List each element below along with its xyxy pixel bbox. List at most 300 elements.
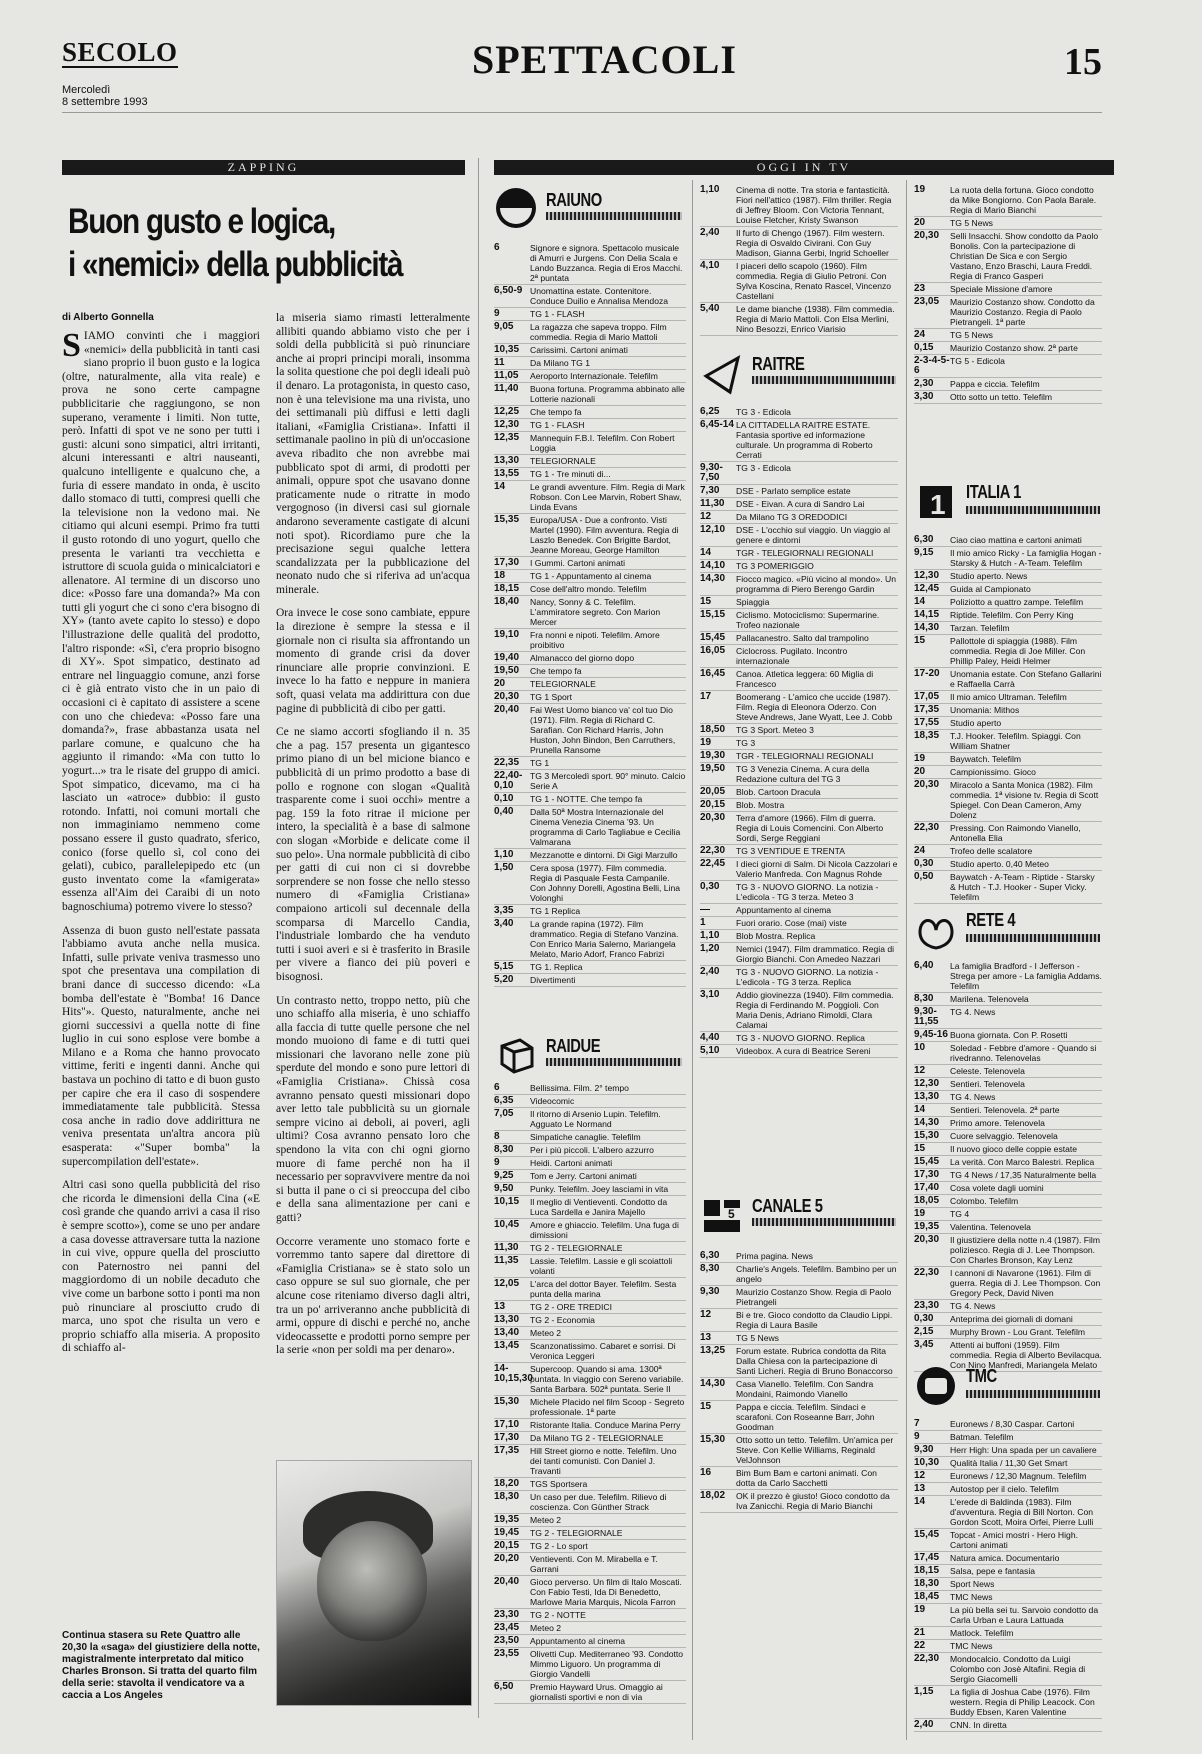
schedule-entry (914, 547, 1102, 570)
schedule-description: Ventieventi. Con M. Mirabella e T. Garrani (530, 1554, 658, 1574)
schedule-entry (700, 498, 898, 511)
schedule-time: 2,40 (914, 1719, 934, 1730)
schedule-time: 7 (914, 1418, 920, 1429)
schedule-entry (914, 1143, 1102, 1156)
schedule-description: Meteo 2 (530, 1623, 562, 1633)
schedule-entry (494, 344, 686, 357)
schedule-entry (914, 583, 1102, 596)
schedule-description: Sentieri. Telenovela. 2ª parte (950, 1105, 1060, 1115)
schedule-description: Bellissima. Film. 2° tempo (530, 1083, 629, 1093)
schedule-description: TG 3 VENTIDUE E TRENTA (736, 846, 846, 856)
schedule-description: Primo amore. Telenovela (950, 1118, 1045, 1128)
schedule-entry (494, 1540, 686, 1553)
schedule-description: Blob. Cartoon Dracula (736, 787, 821, 797)
schedule-time: 21 (914, 1627, 926, 1638)
schedule-time: 10,45 (494, 1219, 520, 1230)
schedule-description: TG 2 - TELEGIORNALE (530, 1528, 623, 1538)
schedule-entry (494, 1514, 686, 1527)
raitre-logo-icon (700, 352, 744, 396)
raiuno-rule (546, 212, 682, 220)
schedule-time: 10,15 (494, 1196, 520, 1207)
schedule-time: 19 (914, 753, 926, 764)
schedule-time: 19 (914, 1604, 926, 1615)
schedule-description: TG 3 POMERIGGIO (736, 561, 814, 571)
schedule-description: Per i più piccoli. L'albero azzurro (530, 1145, 654, 1155)
article-headline (68, 200, 408, 286)
schedule-time: 12,05 (494, 1278, 520, 1289)
schedule-time: 13 (914, 1483, 926, 1494)
schedule-description: Forum estate. Rubrica condotta da Rita Dalla Chiesa con la partecipazione di Santi Licheri. Regia di Bruno Bonaccorso (736, 1346, 893, 1376)
schedule-entry (700, 560, 898, 573)
schedule-time: 15,30 (914, 1130, 940, 1141)
schedule-entry (494, 1131, 686, 1144)
schedule-time: 12,10 (700, 524, 726, 535)
schedule-entry (914, 1006, 1102, 1029)
schedule-description: TG 4. News (950, 1007, 996, 1017)
schedule-entry (700, 260, 898, 303)
schedule-time: 12,30 (914, 1078, 940, 1089)
schedule-time: 19,35 (914, 1221, 940, 1232)
schedule-entry (914, 1300, 1102, 1313)
article-column-2 (276, 312, 470, 1358)
schedule-entry (494, 1681, 686, 1704)
schedule-time: 1 (700, 917, 706, 928)
schedule-entry (700, 943, 898, 966)
schedule-entry (914, 1326, 1102, 1339)
schedule-time: 13 (700, 1332, 712, 1343)
schedule-entry (494, 1242, 686, 1255)
schedule-entry (914, 845, 1102, 858)
schedule-time: 15,45 (700, 632, 726, 643)
schedule-time: 13,30 (494, 1314, 520, 1325)
schedule-description: Pallottole di spiaggia (1988). Film commedia. Regia di Joe Miller. Con Phillip Paley, Heidi Helmer (950, 636, 1086, 666)
schedule-entry (700, 547, 898, 560)
schedule-entry (700, 1434, 898, 1467)
schedule-time: 13,30 (914, 1091, 940, 1102)
schedule-time: 1,10 (494, 849, 514, 860)
schedule-entry (494, 629, 686, 652)
schedule-time: 22,30 (914, 1267, 940, 1278)
schedule-entry (914, 283, 1102, 296)
schedule-entry (494, 1553, 686, 1576)
schedule-description: TELEGIORNALE (530, 679, 596, 689)
schedule-entry (914, 342, 1102, 355)
schedule-description: Fra nonni e nipoti. Telefilm. Amore proibitivo (530, 630, 660, 650)
schedule-entry (914, 822, 1102, 845)
schedule-description: Meteo 2 (530, 1328, 562, 1338)
schedule-entry (494, 678, 686, 691)
schedule-entry (700, 573, 898, 596)
masthead-rule (62, 112, 1102, 113)
schedule-time: 6 (494, 242, 500, 253)
schedule-time: 4,10 (700, 260, 720, 271)
schedule-time: 12,30 (494, 419, 520, 430)
schedule-description: Bim Bum Bam e cartoni animati. Con dotta da Carlo Sacchetti (736, 1468, 877, 1488)
schedule-time: 11,30 (700, 498, 725, 509)
schedule-description: TG 1 (530, 758, 550, 768)
schedule-entry (494, 321, 686, 344)
schedule-time: 9,30 (700, 1286, 720, 1297)
schedule-entry (494, 806, 686, 849)
schedule-time: 19 (700, 737, 712, 748)
oggi-in-tv-bar: OGGI IN TV (494, 160, 1114, 175)
schedule-entry (700, 1345, 898, 1378)
schedule-entry (914, 1719, 1102, 1732)
schedule-time: 16,05 (700, 645, 726, 656)
schedule-description: La ruota della fortuna. Gioco condotto da Mike Bongiorno. Con Paola Barale. Regia di Mario Bianchi (950, 185, 1097, 215)
schedule-entry (914, 1444, 1102, 1457)
schedule-time: 14,10 (700, 560, 726, 571)
schedule-time: 12,25 (494, 406, 520, 417)
schedule-description: TG 2 - NOTTE (530, 1610, 586, 1620)
schedule-description: Blob Mostra. Replica (736, 931, 816, 941)
schedule-description: TG 3 - NUOVO GIORNO. La notizia - L'edicola - TG 3 terza. Replica (736, 967, 879, 987)
schedule-time: 13,30 (494, 455, 520, 466)
italia1-rule (966, 506, 1100, 514)
schedule-time: 18,50 (700, 724, 726, 735)
schedule-time: 6,30 (700, 1250, 720, 1261)
schedule-time: 9,05 (494, 321, 514, 332)
schedule-description: Il giustiziere della notte n.4 (1987). Film poliziesco. Regia di J. Lee Thompson. Con Charles Bronson, Kay Lenz (950, 1235, 1100, 1265)
schedule-description: Spiaggia (736, 597, 770, 607)
schedule-entry (914, 1065, 1102, 1078)
schedule-entry (494, 974, 686, 987)
schedule-time: 0,30 (914, 858, 934, 869)
schedule-entry (494, 770, 686, 793)
schedule-time: 20,20 (494, 1553, 520, 1564)
schedule-description: Colombo. Telefilm (950, 1196, 1019, 1206)
schedule-time: 18,20 (494, 1478, 520, 1489)
schedule-time: 3,40 (494, 918, 514, 929)
schedule-entry (700, 1378, 898, 1401)
schedule-time: 2,15 (914, 1326, 934, 1337)
schedule-description: Amore e ghiaccio. Telefilm. Una fuga di dimissioni (530, 1220, 679, 1240)
article-paragraph: Ora invece le cose sono cambiate, eppure la direzione è sempre la stessa e il giornale non ci risulta sia affrontando un momento di grande crisi da dover rinunciare alle proprie convinzioni. E invece lo ha fatto e neppure in maniera soft, quasi velata ma addirittura con due pagine di pubblicità di cibo per gatti. (276, 607, 470, 715)
schedule-description: TGR - TELEGIORNALI REGIONALI (736, 751, 874, 761)
schedule-entry (914, 1130, 1102, 1143)
schedule-time: 18 (494, 570, 506, 581)
schedule-time: 1,10 (700, 930, 720, 941)
schedule-description: I Gummi. Cartoni animati (530, 558, 626, 568)
schedule-time: 0,40 (494, 806, 514, 817)
schedule-description: Il mio amico Ultraman. Telefilm (950, 692, 1067, 702)
schedule-time: 13,40 (494, 1327, 520, 1338)
schedule-time: 18,15 (914, 1565, 940, 1576)
article-paragraph: Assenza di buon gusto nell'estate passata l'abbiamo avuta anche nella musica. Infatti, sulle private veniva trasmesso uno spot che presentava una compilation di brani dance di successo dicendo: «La bomba dell'estate è "Bomba! 16 Dance Hits"». Questo, naturalmente, anche nei giorni successivi a quella notte di fine luglio in cui sono esplose vere bombe a Milano e a Roma che hanno provocato vittime, feriti e ingenti danni. Anche qui bastava un pochino di tatto e di buon gusto per capire che era il caso di sospendere immediatamente tale pubblicità. Stessa cosa anche in radio dove addirittura ne veniva presentata un'altra ancora più esasperata: «"Super bomba" la supercompilation dell'estate». (62, 924, 260, 1168)
schedule-description: TG 1 Replica (530, 906, 581, 916)
rete4-rule (966, 934, 1100, 942)
raiuno-title: RAIUNO (546, 190, 602, 210)
schedule-time: 8,30 (914, 993, 934, 1004)
schedule-entry (494, 1635, 686, 1648)
schedule-entry (494, 757, 686, 770)
charles-bronson-photo (276, 1460, 472, 1706)
schedule-entry (914, 1182, 1102, 1195)
schedule-description: Maurizio Costanzo show. Condotto da Maurizio Costanzo. Regia di Paolo Pietrangeli. 1ª parte (950, 297, 1095, 327)
schedule-time: 22,30 (914, 1653, 940, 1664)
schedule-description: Fuori orario. Cose (mai) viste (736, 918, 847, 928)
schedule-description: TG 1 - FLASH (530, 420, 585, 430)
schedule-entry (700, 881, 898, 904)
schedule-description: La grande rapina (1972). Film drammatico. Regia di Stefano Vanzina. Con Enrico Maria Salerno, Mariangela Melato, Mario Adorf, Franco Fabrizi (530, 919, 679, 959)
schedule-description: TG 1 - Tre minuti di... (530, 469, 611, 479)
schedule-description: Carissimi. Cartoni animati (530, 345, 628, 355)
schedule-description: TG 3 - NUOVO GIORNO. La notizia - L'edicola - TG 3 terza. Meteo 3 (736, 882, 879, 902)
italia1-schedule (914, 534, 1102, 904)
schedule-description: Tom e Jerry. Cartoni animati (530, 1171, 637, 1181)
schedule-entry (494, 370, 686, 383)
schedule-description: Marilena. Telenovela (950, 994, 1029, 1004)
schedule-description: Canoa. Atletica leggera: 60 Miglia di Francesco (736, 669, 874, 689)
schedule-time: 8 (494, 1131, 500, 1142)
schedule-time: 17,30 (494, 1432, 520, 1443)
schedule-entry (914, 717, 1102, 730)
schedule-description: Il mio amico Ricky - La famiglia Hogan - Starsky & Hutch - A-Team. Telefilm (950, 548, 1102, 568)
schedule-time: 19,35 (494, 1514, 520, 1525)
schedule-description: Miracolo a Santa Monica (1982). Film commedia. 1ª visione tv. Regia di Scott Spiegel. Con Dean Cameron, Amy Dolenz (950, 780, 1099, 820)
schedule-description: La figlia di Joshua Cabe (1976). Film western. Regia di Philip Leacock. Con Buddy Ebsen, Karen Valentine (950, 1687, 1095, 1717)
schedule-time: 11,05 (494, 370, 519, 381)
schedule-entry (914, 1267, 1102, 1300)
schedule-entry (700, 1309, 898, 1332)
schedule-entry (700, 609, 898, 632)
schedule-entry (914, 1078, 1102, 1091)
schedule-description: Boomerang - L'amico che uccide (1987). Film. Regia di Eleonora Oderzo. Con Steve Andrews, Jane Wyatt, Lee J. Cobb (736, 692, 893, 722)
schedule-description: Hill Street giorno e notte. Telefilm. Uno dei tanti comunisti. Con Daniel J. Travanti (530, 1446, 677, 1476)
schedule-time: — (700, 904, 710, 915)
schedule-description: Mondocalcio. Condotto da Luigi Colombo con Josè Altafini. Regia di Sergio Giacomelli (950, 1654, 1086, 1684)
schedule-description: Gioco perverso. Un film di Italo Moscati. Con Fabio Testi, Ida Di Benedetto, Marlowe Maria Marquis, Nicola Farron (530, 1577, 682, 1607)
schedule-entry (494, 383, 686, 406)
schedule-entry (494, 1363, 686, 1396)
schedule-description: Maurizio Costanzo show. 2ª parte (950, 343, 1078, 353)
schedule-description: Euronews / 12,30 Magnum. Telefilm (950, 1471, 1087, 1481)
schedule-entry (494, 1396, 686, 1419)
schedule-entry (494, 849, 686, 862)
zapping-bar: ZAPPING (62, 160, 465, 175)
schedule-description: TG 3 Mercoledì sport. 90° minuto. Calcio Serie A (530, 771, 686, 791)
column-divider (906, 180, 907, 1740)
schedule-entry (700, 1332, 898, 1345)
schedule-time: 18,30 (914, 1578, 940, 1589)
schedule-time: 20,15 (700, 799, 726, 810)
canale5-evening-schedule (914, 184, 1102, 404)
schedule-entry (700, 1263, 898, 1286)
schedule-time: 20 (494, 678, 506, 689)
column-divider (692, 180, 693, 1740)
schedule-time: 22,45 (700, 858, 726, 869)
schedule-time: 17,10 (494, 1419, 520, 1430)
schedule-entry (914, 960, 1102, 993)
schedule-time: 6,45-14 (700, 419, 734, 430)
schedule-entry (494, 1478, 686, 1491)
schedule-time: 15,30 (700, 1434, 726, 1445)
schedule-time: 24 (914, 329, 926, 340)
schedule-entry (914, 779, 1102, 822)
schedule-entry (700, 724, 898, 737)
schedule-time: 14 (494, 481, 506, 492)
schedule-description: Le grandi avventure. Film. Regia di Mark Robson. Con Lee Marvin, Robert Shaw, Linda Evans (530, 482, 685, 512)
schedule-time: 20,15 (494, 1540, 520, 1551)
schedule-time: 23,30 (914, 1300, 940, 1311)
schedule-entry (700, 184, 898, 227)
schedule-time: 23,55 (494, 1648, 520, 1659)
schedule-time: 12,30 (914, 570, 940, 581)
schedule-entry (914, 1208, 1102, 1221)
schedule-description: La famiglia Bradford - I Jefferson - Strega per amore - La famiglia Addams. Telefilm (950, 961, 1102, 991)
schedule-entry (914, 1565, 1102, 1578)
schedule-time: 17 (700, 691, 712, 702)
schedule-description: Cose dell'altro mondo. Telefilm (530, 584, 647, 594)
schedule-time: 10,35 (494, 344, 520, 355)
schedule-entry (700, 303, 898, 336)
tmc-title: TMC (966, 1366, 997, 1386)
schedule-time: 5,40 (700, 303, 720, 314)
schedule-time: 6,50-9 (494, 285, 523, 296)
schedule-description: Mezzanotte e dintorni. Di Gigi Marzullo (530, 850, 678, 860)
schedule-description: I dieci giorni di Salm. Di Nicola Cazzolari e Valerio Manfreda. Con Magnus Rohde (736, 859, 898, 879)
schedule-description: TG 1 - FLASH (530, 309, 585, 319)
schedule-time: 17,30 (494, 557, 520, 568)
schedule-description: Selli Insacchi. Show condotto da Paolo Bonolis. Con la partecipazione di Christian De Sica e con Sergio Vastano, Enzo Braschi, Laura Freddi. Regia di Franco Gasperi (950, 231, 1099, 281)
schedule-entry (494, 432, 686, 455)
schedule-entry (494, 691, 686, 704)
schedule-entry (700, 763, 898, 786)
schedule-description: Da Milano TG 2 - TELEGIORNALE (530, 1433, 664, 1443)
schedule-entry (914, 329, 1102, 342)
schedule-time: 6,50 (494, 1681, 514, 1692)
schedule-time: 10 (914, 1042, 926, 1053)
schedule-description: Appuntamento al cinema (736, 905, 832, 915)
schedule-time: 18,05 (914, 1195, 940, 1206)
schedule-description: Cinema di notte. Tra storia e fantasticità. Fiori nell'attico (1987). Film thriller. Regia di Jeffrey Bloom. Con Victoria Tennant, Louise Fletcher, Kristy Swanson (736, 185, 892, 225)
schedule-entry (914, 1529, 1102, 1552)
rete4-logo-icon (914, 910, 958, 954)
schedule-entry (494, 1183, 686, 1196)
schedule-description: Charlie's Angels. Telefilm. Bambino per un angelo (736, 1264, 897, 1284)
schedule-entry (700, 691, 898, 724)
schedule-time: 2,30 (914, 378, 934, 389)
schedule-description: La più bella sei tu. Sarvoio condotto da Carla Urban e Laura Lattuada (950, 1605, 1099, 1625)
masthead (62, 38, 1102, 108)
schedule-time: 0,10 (494, 793, 514, 804)
schedule-description: Soledad - Febbre d'amore - Quando si rivedranno. Telenovelas (950, 1043, 1097, 1063)
schedule-entry (700, 227, 898, 260)
schedule-description: DSE - Eivan. A cura di Sandro Lai (736, 499, 865, 509)
schedule-entry (494, 862, 686, 905)
schedule-time: 12 (700, 1309, 712, 1320)
schedule-entry (700, 596, 898, 609)
schedule-time: 23,30 (494, 1609, 520, 1620)
schedule-time: 7,05 (494, 1108, 514, 1119)
schedule-description: TG 4 News / 17,35 Naturalmente bella (950, 1170, 1097, 1180)
schedule-time: 19,50 (700, 763, 726, 774)
schedule-time: 19,50 (494, 665, 520, 676)
schedule-description: Herr High: Una spada per un cavaliere (950, 1445, 1097, 1455)
schedule-entry (700, 1250, 898, 1263)
schedule-entry (494, 596, 686, 629)
schedule-entry (494, 468, 686, 481)
schedule-description: Almanacco del giorno dopo (530, 653, 635, 663)
schedule-entry (494, 1095, 686, 1108)
schedule-time: 11,35 (494, 1255, 519, 1266)
schedule-entry (914, 1234, 1102, 1267)
schedule-entry (700, 1467, 898, 1490)
schedule-description: Che tempo fa (530, 666, 582, 676)
schedule-entry (494, 1609, 686, 1622)
schedule-entry (494, 793, 686, 806)
schedule-entry (494, 1491, 686, 1514)
schedule-time: 20,30 (914, 779, 940, 790)
schedule-description: Blob. Mostra (736, 800, 785, 810)
schedule-time: 10,30 (914, 1457, 940, 1468)
schedule-description: LA CITTADELLA RAITRE ESTATE. Fantasia sportive ed informazione culturale. Un programma di Roberto Cerrati (736, 420, 873, 460)
schedule-description: Cera sposa (1977). Film commedia. Regia di Pasquale Festa Campanile. Con Johnny Dorelli, Agostina Belli, Lina Volonghi (530, 863, 681, 903)
schedule-entry (494, 652, 686, 665)
schedule-time: 6 (494, 1082, 500, 1093)
schedule-entry (914, 753, 1102, 766)
schedule-time: 14-10,15,30 (494, 1363, 533, 1384)
svg-text:5: 5 (728, 1207, 735, 1221)
schedule-description: Un caso per due. Telefilm. Rilievo di coscienza. Con Günther Strack (530, 1492, 667, 1512)
schedule-description: Che tempo fa (530, 407, 582, 417)
schedule-time: 13,25 (700, 1345, 726, 1356)
schedule-description: Addio giovinezza (1940). Film commedia. Regia di Ferdinando M. Poggioli. Con Maria Denis, Adriano Rimoldi, Clara Calamai (736, 990, 894, 1030)
schedule-description: TG 3 Venezia Cinema. A cura della Redazione cultura del TG 3 (736, 764, 870, 784)
article-paragraph: Ce ne siamo accorti sfogliando il n. 35 che a pag. 157 presenta un gigantesco primo piano di un bel micione bianco e pubblicità di un primo prodotto a base di pollo e rognone con slogan «Qualità trasparente come i suoi occhi» mentre a pag. 159 la foto ritrae il micione per intero, la specialità è a base di salmone con slogan «Morbide e delicate come il suo pelo». Una normale pubblicità di cibo per gatti di cui non ci si dovrebbe sorprendere se non fosse che nello stesso numero di «Famiglia Cristiana» compaiono articoli sul decennale della scomparsa di Marcello Candia, l'industriale lombardo che ha venduto tutti i suoi averi e si è trasferito in Brasile per vivere a fianco dei più poveri e bisognosi. (276, 726, 470, 983)
schedule-description: Signore e signora. Spettacolo musicale di Amurri e Jurgens. Con Delia Scala e Lando Buzzanca. Regia di Eros Macchi. 2ª puntata (530, 243, 683, 283)
issue-weekday: Mercoledì (62, 84, 111, 96)
schedule-time: 19,30 (700, 750, 726, 761)
schedule-entry (700, 485, 898, 498)
schedule-entry (494, 583, 686, 596)
schedule-entry (494, 242, 686, 285)
schedule-time: 11 (494, 357, 505, 368)
schedule-time: 9 (914, 1431, 920, 1442)
schedule-time: 18,45 (914, 1591, 940, 1602)
schedule-entry (700, 858, 898, 881)
schedule-time: 20 (914, 766, 926, 777)
schedule-description: Salsa, pepe e fantasia (950, 1566, 1036, 1576)
schedule-description: Sport News (950, 1579, 995, 1589)
schedule-entry (700, 799, 898, 812)
schedule-time: 13,55 (494, 468, 520, 479)
schedule-entry (914, 1091, 1102, 1104)
schedule-description: I cannoni di Navarone (1961). Film di guerra. Regia di J. Lee Thompson. Con Gregory Peck, David Niven (950, 1268, 1101, 1298)
schedule-entry (914, 1431, 1102, 1444)
schedule-time: 23,05 (914, 296, 940, 307)
schedule-entry (914, 1496, 1102, 1529)
schedule-description: Prima pagina. News (736, 1251, 813, 1261)
schedule-entry (700, 812, 898, 845)
schedule-description: TG 3 - Edicola (736, 407, 791, 417)
schedule-description: TG 2 - ORE TREDICI (530, 1302, 612, 1312)
schedule-description: Ristorante Italia. Conduce Marina Perry (530, 1420, 681, 1430)
schedule-entry (914, 1042, 1102, 1065)
schedule-time: 6,40 (914, 960, 934, 971)
schedule-time: 3,35 (494, 905, 514, 916)
schedule-entry (494, 961, 686, 974)
schedule-entry (700, 524, 898, 547)
schedule-description: Aeroporto Internazionale. Telefilm (530, 371, 658, 381)
schedule-time: 17,40 (914, 1182, 940, 1193)
schedule-entry (494, 1327, 686, 1340)
schedule-entry (914, 378, 1102, 391)
schedule-time: 22,30 (914, 822, 940, 833)
schedule-entry (700, 1490, 898, 1513)
schedule-entry (914, 1578, 1102, 1591)
schedule-time: 12,45 (914, 583, 940, 594)
